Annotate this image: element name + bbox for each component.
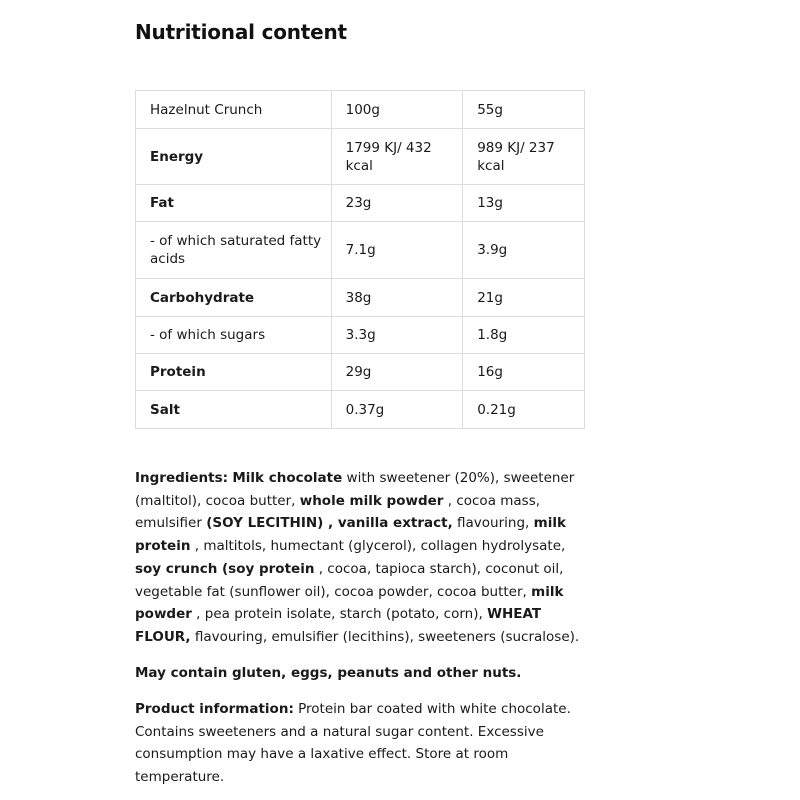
table-header-product: Hazelnut Crunch [136, 91, 332, 129]
ingredient-segment: , cocoa, tapioca starch), coconut oil, vegetable fat (sunflower oil), cocoa powder, cocoa butter, [135, 560, 564, 600]
ingredient-segment: (SOY LECITHIN) , vanilla extract, [206, 515, 453, 532]
cell-value: 3.3g [331, 317, 463, 354]
ingredient-segment: with sweetener (20%), sweetener (maltitol), cocoa butter, [135, 470, 575, 509]
ingredient-segment: WHEAT FLOUR, [135, 606, 542, 645]
cell-value: 3.9g [463, 222, 585, 279]
ingredient-segment: milk powder [135, 583, 564, 623]
ingredient-segment: flavouring, emulsifier (lecithins), sweeteners (sucralose). [190, 628, 580, 645]
cell-value: 23g [331, 185, 463, 222]
row-label-salt: Salt [136, 391, 332, 429]
cell-value: 7.1g [331, 222, 463, 279]
cell-value: 989 KJ/ 237 kcal [463, 129, 585, 185]
table-header-per100: 100g [331, 91, 463, 129]
table-row [136, 185, 585, 222]
table-row [136, 354, 585, 391]
ingredients-text [135, 470, 579, 645]
table-row [136, 317, 585, 354]
cell-value: 1799 KJ/ 432 kcal [331, 129, 463, 185]
row-label-energy: Energy [136, 129, 332, 185]
row-label-protein: Protein [136, 354, 332, 391]
table-header-per55: 55g [463, 91, 585, 129]
table-row [136, 129, 585, 185]
ingredient-segment: , pea protein isolate, starch (potato, corn), [191, 606, 488, 623]
product-info-label: Product information: [135, 701, 294, 717]
row-label-fat: Fat [136, 185, 332, 222]
nutrition-table [135, 90, 585, 429]
table-row [136, 391, 585, 429]
ingredient-segment: flavouring, [452, 515, 534, 532]
product-info-section [135, 698, 595, 789]
product-info-text: Protein bar coated with white chocolate. Contains sweeteners and a natural sugar content. Excessive consumption may have a laxative effect. Store at room temperature. [135, 701, 571, 786]
allergen-section [135, 662, 595, 685]
cell-value: 21g [463, 279, 585, 317]
ingredient-segment: soy crunch (soy protein [135, 560, 315, 577]
cell-value: 0.21g [463, 391, 585, 429]
ingredients-label: Ingredients: [135, 470, 229, 486]
cell-value: 1.8g [463, 317, 585, 354]
ingredient-segment: Milk chocolate [232, 470, 343, 486]
ingredient-segment: milk protein [135, 515, 566, 555]
cell-value: 0.37g [331, 391, 463, 429]
cell-value: 13g [463, 185, 585, 222]
ingredient-segment: , cocoa mass, emulsifier [135, 492, 541, 532]
row-label-saturated: - of which saturated fatty acids [136, 222, 332, 279]
ingredient-segment: whole milk powder [299, 492, 444, 509]
table-header-row [136, 91, 585, 129]
ingredient-segment: , maltitols, humectant (glycerol), collagen hydrolysate, [190, 538, 566, 555]
row-label-carbohydrate: Carbohydrate [136, 279, 332, 317]
ingredients-section [135, 467, 595, 649]
row-label-sugars: - of which sugars [136, 317, 332, 354]
table-row [136, 222, 585, 279]
cell-value: 16g [463, 354, 585, 391]
table-row [136, 279, 585, 317]
cell-value: 29g [331, 354, 463, 391]
cell-value: 38g [331, 279, 463, 317]
page-title: Nutritional content [135, 20, 347, 44]
allergen-note: May contain gluten, eggs, peanuts and other nuts. [135, 665, 522, 681]
